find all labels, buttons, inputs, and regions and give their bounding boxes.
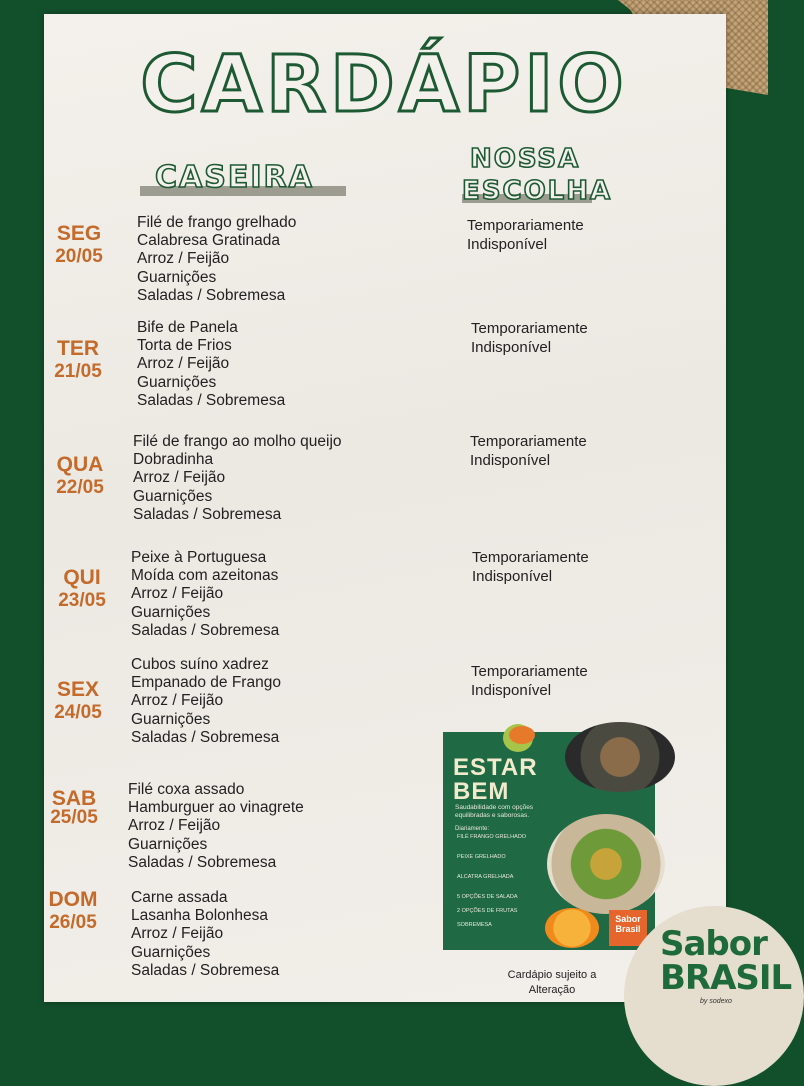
menu-item: Saladas / Sobremesa (131, 961, 280, 979)
day-name: DOM (48, 888, 98, 911)
promo-item: PEIXE GRELHADO (457, 854, 506, 860)
menu-item: Saladas / Sobremesa (137, 391, 286, 409)
choice-line: Temporariamente (470, 433, 587, 450)
menu-item: Lasanha Bolonhesa (131, 907, 269, 925)
menu-item: Saladas / Sobremesa (131, 728, 280, 746)
menu-item: Filé de frango grelhado (137, 214, 297, 231)
day-items-ter (137, 319, 285, 410)
disclaimer-line: Cardápio sujeito a (507, 969, 597, 981)
promo-item: FILÉ FRANGO GRELHADO (457, 834, 527, 840)
menu-item: Guarnições (137, 268, 217, 286)
day-label-ter (33, 337, 123, 383)
choice-line: Indisponível (467, 235, 548, 253)
menu-item: Guarnições (137, 373, 217, 391)
column-heading-escolha: ESCOLHA (462, 176, 613, 206)
choice-sex (471, 663, 588, 700)
salad-plate-image (547, 814, 665, 914)
promo-heading-line: ESTAR (453, 754, 538, 781)
choice-ter (471, 320, 588, 357)
menu-item: Hamburguer ao vinagrete (128, 799, 304, 817)
menu-item: Arroz / Feijão (128, 817, 221, 835)
menu-item: Saladas / Sobremesa (133, 505, 282, 523)
menu-item: Arroz / Feijão (133, 469, 226, 487)
day-label-qua (35, 453, 125, 499)
menu-item: Bife de Panela (137, 319, 238, 336)
day-label-dom (28, 888, 118, 934)
day-items-dom (131, 889, 279, 980)
choice-line: Temporariamente (471, 320, 588, 337)
day-items-qui (131, 549, 279, 640)
menu-item: Arroz / Feijão (131, 925, 224, 943)
day-name: TER (57, 337, 99, 360)
day-date: 23/05 (58, 590, 106, 611)
day-date: 20/05 (55, 246, 103, 267)
day-label-seg (34, 222, 124, 268)
menu-disclaimer (492, 968, 612, 998)
estar-bem-promo-image (443, 732, 655, 950)
day-name: SAB (51, 787, 97, 810)
day-name: QUA (56, 453, 104, 476)
promo-item: 5 OPÇÕES DE SALADA (457, 894, 518, 900)
menu-item: Saladas / Sobremesa (131, 621, 280, 639)
day-date: 26/05 (49, 912, 97, 933)
choice-qua (470, 433, 587, 470)
menu-item: Saladas / Sobremesa (137, 286, 286, 304)
day-label-qui (37, 566, 127, 612)
menu-item: Peixe à Portuguesa (131, 549, 267, 566)
menu-item: Guarnições (131, 603, 211, 621)
promo-heading-line: BEM (453, 778, 510, 805)
promo-brand-logo: Sabor Brasil (609, 910, 647, 946)
day-items-sex (131, 656, 281, 747)
logo-text-line: BRASIL (660, 958, 792, 998)
promo-item: 2 OPÇÕES DE FRUTAS (457, 908, 518, 914)
choice-line: Indisponível (472, 567, 553, 585)
day-label-sab (29, 787, 119, 829)
choice-line: Indisponível (471, 681, 552, 699)
sabor-brasil-logo (624, 906, 804, 1086)
menu-item: Torta de Frios (137, 337, 232, 355)
choice-line: Temporariamente (472, 549, 589, 566)
choice-line: Indisponível (470, 451, 551, 469)
menu-item: Saladas / Sobremesa (128, 853, 277, 871)
menu-item: Arroz / Feijão (131, 692, 224, 710)
menu-item: Filé coxa assado (128, 781, 245, 798)
menu-item: Guarnições (128, 835, 208, 853)
menu-item: Cubos suíno xadrez (131, 656, 269, 673)
day-items-qua (133, 433, 342, 524)
menu-item: Carne assada (131, 889, 228, 906)
promo-heading (453, 756, 538, 804)
menu-item: Guarnições (131, 943, 211, 961)
promo-daily-label: Diariamente: (455, 826, 490, 832)
day-date: 24/05 (54, 702, 102, 723)
menu-item: Dobradinha (133, 451, 214, 469)
menu-item: Guarnições (133, 487, 213, 505)
logo-byline: by sodexo (700, 998, 732, 1005)
logo-text-line: Sabor (660, 924, 767, 964)
day-items-seg (137, 214, 296, 305)
menu-item: Empanado de Frango (131, 674, 281, 692)
promo-subtitle: Saudabilidade com opções equilibradas e saborosas. (455, 804, 534, 819)
choice-line: Temporariamente (467, 217, 584, 234)
menu-title: CARDÁPIO (140, 40, 628, 130)
column-heading-nossa: NOSSA (470, 144, 581, 174)
day-items-sab (128, 781, 304, 872)
grilled-plate-image (565, 722, 675, 792)
day-label-sex (33, 678, 123, 724)
day-name: QUI (63, 566, 101, 589)
choice-line: Temporariamente (471, 663, 588, 680)
column-heading-caseira: CASEIRA (155, 160, 314, 195)
day-name: SEX (56, 678, 100, 701)
menu-item: Calabresa Gratinada (137, 232, 281, 250)
day-date: 25/05 (50, 807, 98, 828)
menu-item: Guarnições (131, 710, 211, 728)
promo-item: SOBREMESA (457, 922, 492, 928)
day-name: SEG (56, 222, 102, 245)
day-date: 21/05 (54, 361, 102, 382)
menu-item: Moída com azeitonas (131, 567, 279, 585)
menu-item: Arroz / Feijão (137, 355, 230, 373)
choice-seg (467, 217, 584, 254)
promo-item: ALCATRA GRELHADA (457, 874, 514, 880)
menu-item: Filé de frango ao molho queijo (133, 433, 342, 450)
orange-slice-image (545, 908, 599, 948)
choice-qui (472, 549, 589, 586)
carrot-decoration (509, 726, 535, 744)
menu-item: Arroz / Feijão (137, 250, 230, 268)
disclaimer-line: Alteração (528, 984, 576, 996)
day-date: 22/05 (56, 477, 104, 498)
menu-item: Arroz / Feijão (131, 585, 224, 603)
choice-line: Indisponível (471, 338, 552, 356)
